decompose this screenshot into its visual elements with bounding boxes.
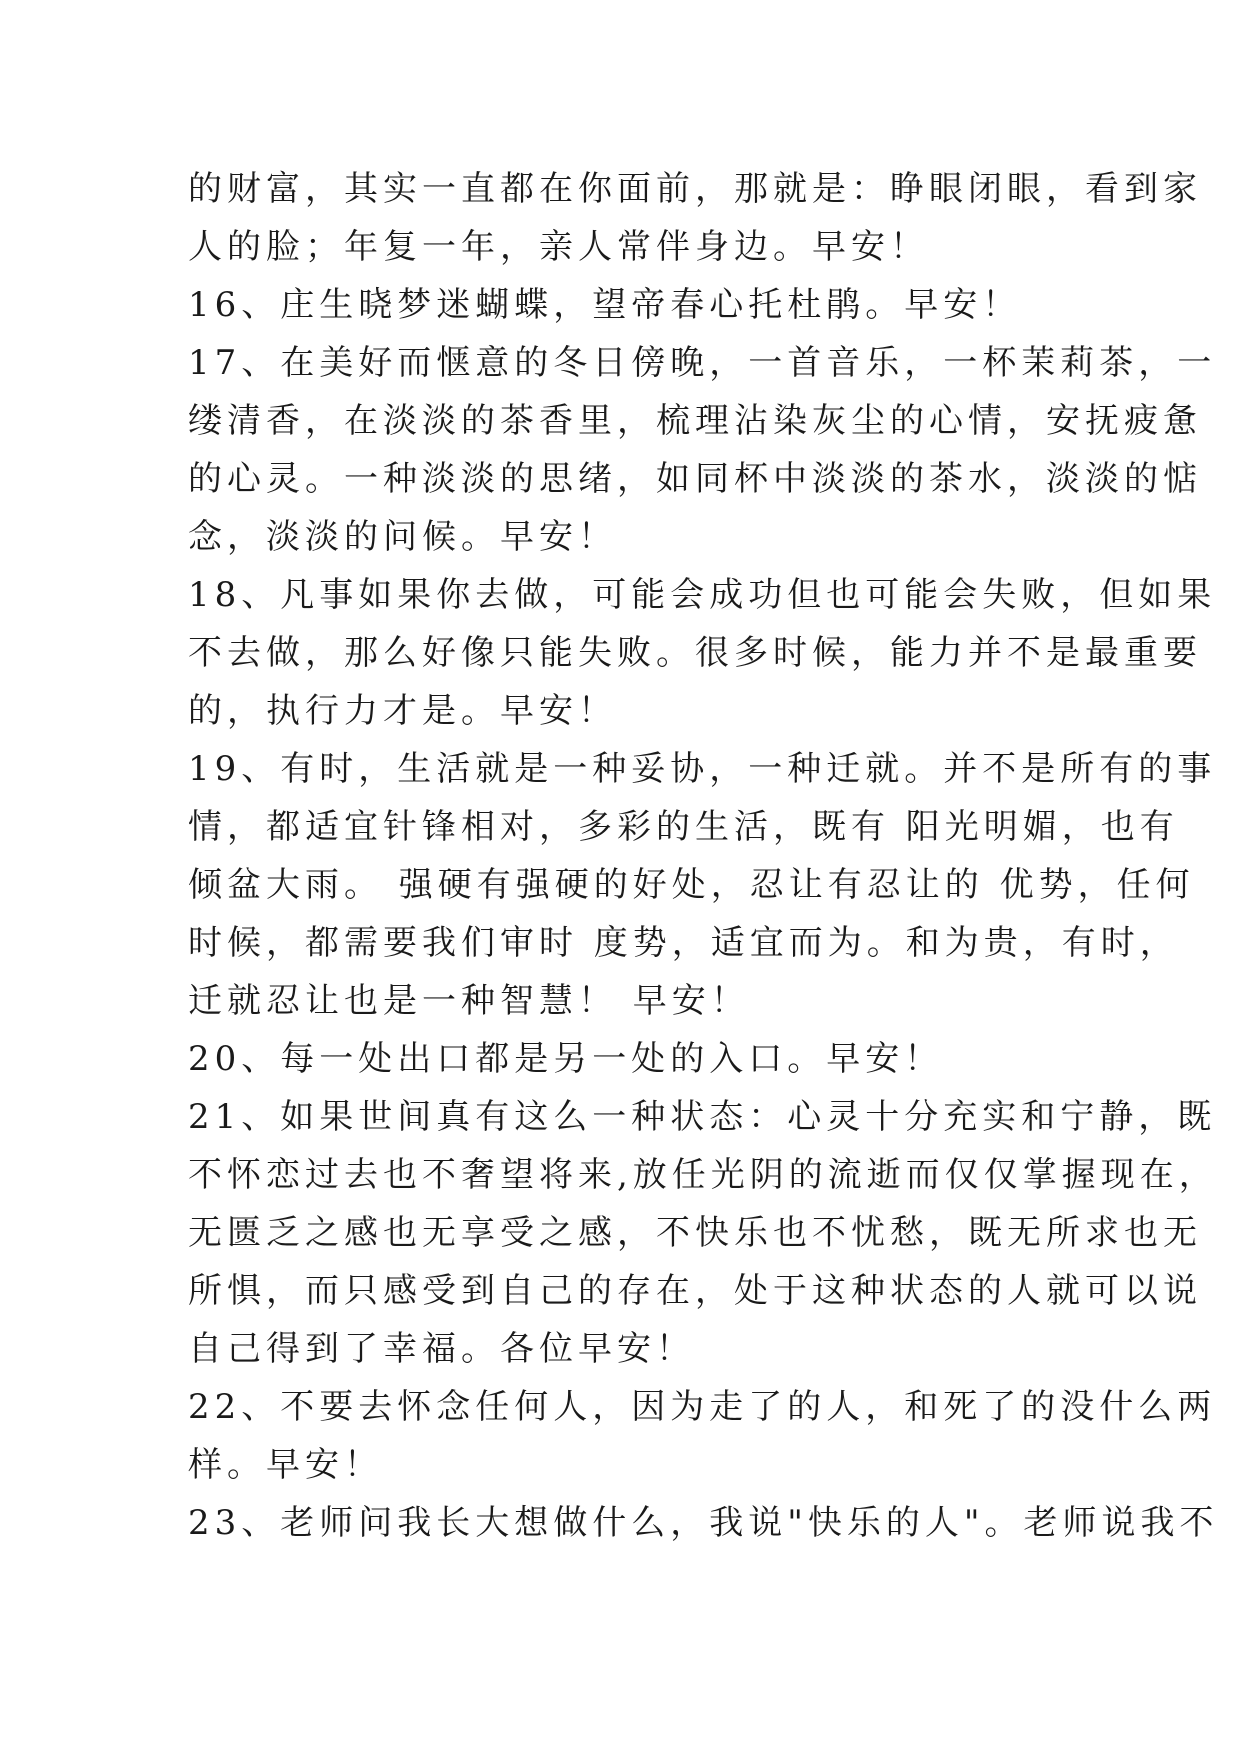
text-line: 21、如果世间真有这么一种状态：心灵十分充实和宁静，既 (188, 1097, 1217, 1137)
text-line: 的，执行力才是。早安！ (188, 691, 617, 731)
text-line: 所惧，而只感受到自己的存在，处于这种状态的人就可以说 (188, 1271, 1202, 1311)
text-line: 不去做，那么好像只能失败。很多时候，能力并不是最重要 (188, 633, 1202, 673)
text-line: 18、凡事如果你去做，可能会成功但也可能会失败，但如果 (188, 575, 1217, 615)
text-line: 样。早安！ (188, 1445, 383, 1485)
text-line: 倾盆大雨。 强硬有强硬的好处，忍让有忍让的 优势，任何 (188, 865, 1195, 905)
text-line: 迁就忍让也是一种智慧！ 早安！ (188, 981, 750, 1021)
text-line: 20、每一处出口都是另一处的入口。早安！ (188, 1039, 944, 1079)
text-line: 22、不要去怀念任何人，因为走了的人，和死了的没什么两 (188, 1387, 1217, 1427)
text-line: 19、有时，生活就是一种妥协，一种迁就。并不是所有的事 (188, 749, 1217, 789)
text-line: 的财富，其实一直都在你面前，那就是：睁眼闭眼，看到家 (188, 169, 1202, 209)
text-line: 不怀恋过去也不奢望将来,放任光阴的流逝而仅仅掌握现在， (188, 1155, 1218, 1195)
text-line: 的心灵。一种淡淡的思绪，如同杯中淡淡的茶水，淡淡的惦 (188, 459, 1202, 499)
text-line: 人的脸；年复一年，亲人常伴身边。早安！ (188, 227, 929, 267)
text-line: 16、庄生晓梦迷蝴蝶，望帝春心托杜鹃。早安！ (188, 285, 1022, 325)
text-line: 无匮乏之感也无享受之感，不快乐也不忧愁，既无所求也无 (188, 1213, 1202, 1253)
text-line: 情，都适宜针锋相对，多彩的生活，既有 阳光明媚，也有 (188, 807, 1179, 847)
text-line: 缕清香，在淡淡的茶香里，梳理沾染灰尘的心情，安抚疲惫 (188, 401, 1202, 441)
text-line: 念，淡淡的问候。早安！ (188, 517, 617, 557)
text-line: 17、在美好而惬意的冬日傍晚，一首音乐，一杯茉莉茶，一 (188, 343, 1217, 383)
body-text (188, 160, 1219, 1552)
text-line: 时候，都需要我们审时 度势，适宜而为。和为贵，有时， (188, 923, 1179, 963)
text-line: 23、老师问我长大想做什么，我说"快乐的人"。老师说我不 (188, 1503, 1219, 1543)
text-line: 自己得到了幸福。各位早安！ (188, 1329, 695, 1369)
